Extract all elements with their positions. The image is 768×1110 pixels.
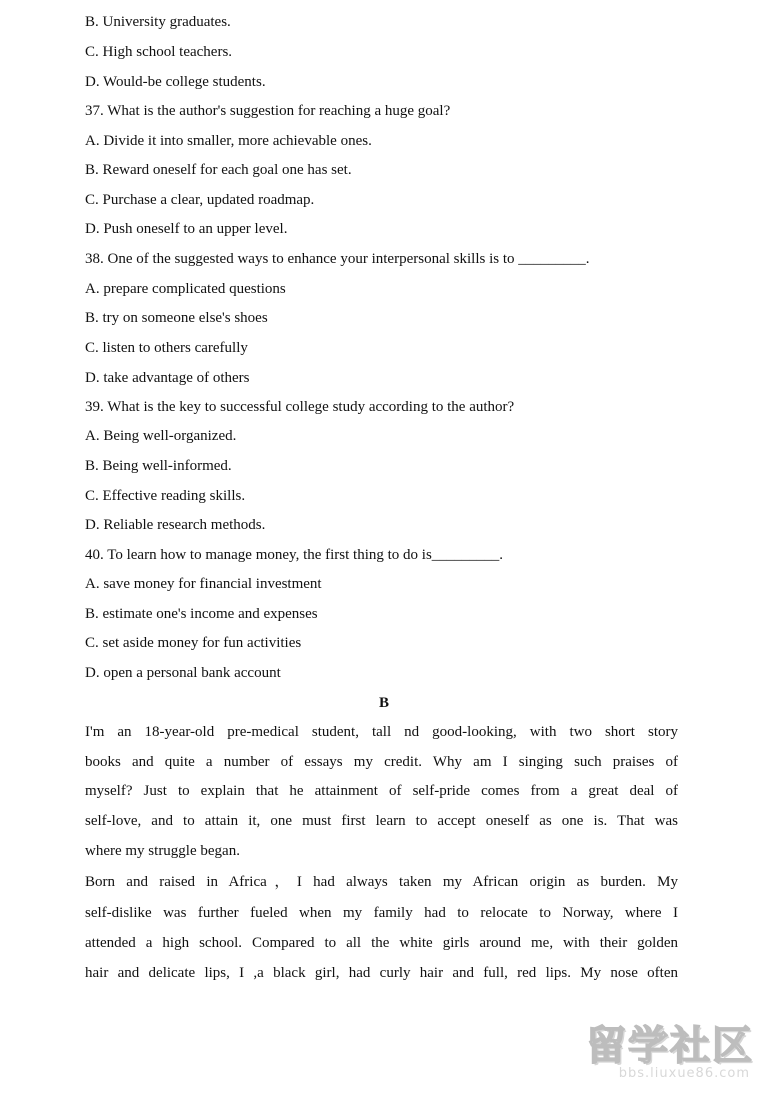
q39-option-b: B. Being well-informed.	[85, 458, 232, 474]
passage-line: hair and delicate lips, I ,a black girl, had curly hair and full, red lips. My nose often	[85, 965, 678, 981]
section-b-heading: B	[378, 695, 389, 711]
q36-option-d: D. Would-be college students.	[85, 74, 266, 90]
passage-line: I'm an 18-year-old pre-medical student, tall nd good-looking, with two short story	[85, 724, 678, 740]
q36-option-c: C. High school teachers.	[85, 44, 233, 60]
q39-option-d: D. Reliable research methods.	[85, 517, 266, 533]
passage-line: myself? Just to explain that he attainment of self-pride comes from a great deal of	[85, 783, 678, 799]
q38-option-b: B. try on someone else's shoes	[85, 310, 268, 326]
passage-line: attended a high school. Compared to all the white girls around me, with their golden	[85, 935, 678, 951]
q39-option-c: C. Effective reading skills.	[85, 488, 246, 504]
q38-option-d: D. take advantage of others	[85, 370, 250, 386]
watermark-url: bbs.liuxue86.com	[618, 1066, 750, 1081]
passage-line: books and quite a number of essays my credit. Why am I singing such praises of	[85, 754, 678, 770]
passage-line: Born and raised in Africa，I had always taken my African origin as burden. My	[85, 874, 678, 890]
q37-option-d: D. Push oneself to an upper level.	[85, 221, 288, 237]
passage-line: self-dislike was further fueled when my family had to relocate to Norway, where I	[85, 905, 678, 921]
q40-option-d: D. open a personal bank account	[85, 665, 281, 681]
q37-stem: 37. What is the author's suggestion for reaching a huge goal?	[85, 103, 451, 119]
q40-option-a: A. save money for financial investment	[85, 576, 322, 592]
q40-option-b: B. estimate one's income and expenses	[85, 606, 318, 622]
site-watermark	[584, 1014, 754, 1104]
passage-line: self-love, and to attain it, one must first learn to accept oneself as one is. That was	[85, 813, 678, 829]
q37-option-c: C. Purchase a clear, updated roadmap.	[85, 192, 315, 208]
q40-option-c: C. set aside money for fun activities	[85, 635, 302, 651]
q40-stem: 40. To learn how to manage money, the first thing to do is_________.	[85, 547, 504, 563]
q36-option-b: B. University graduates.	[85, 14, 231, 30]
passage-line: where my struggle began.	[85, 843, 240, 859]
q37-option-b: B. Reward oneself for each goal one has set.	[85, 162, 352, 178]
watermark-logo-text: 留学社区	[586, 1023, 754, 1069]
q38-option-a: A. prepare complicated questions	[85, 281, 286, 297]
q39-stem: 39. What is the key to successful college study according to the author?	[85, 399, 515, 415]
q39-option-a: A. Being well-organized.	[85, 428, 237, 444]
q38-option-c: C. listen to others carefully	[85, 340, 248, 356]
q38-stem: 38. One of the suggested ways to enhance your interpersonal skills is to _________.	[85, 251, 590, 267]
q37-option-a: A. Divide it into smaller, more achievable ones.	[85, 133, 372, 149]
